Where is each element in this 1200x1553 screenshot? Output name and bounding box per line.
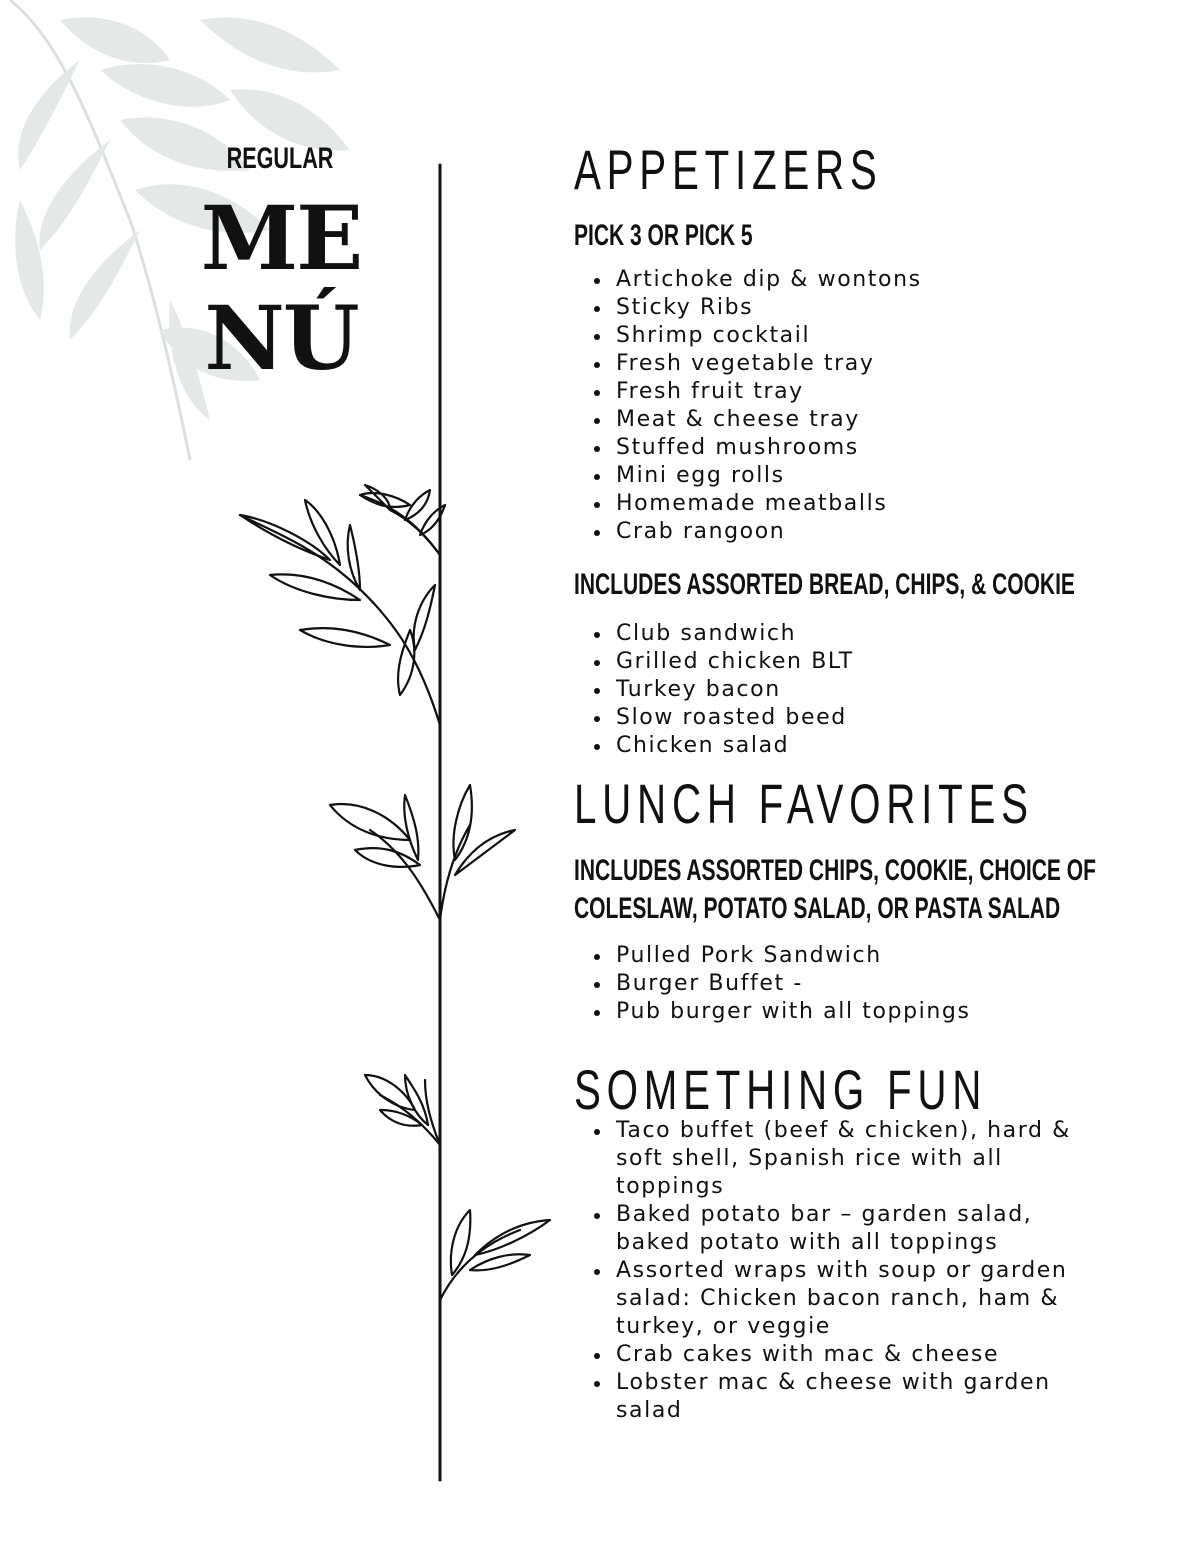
list-item: Lobster mac & cheese with garden salad [590,1369,1110,1425]
list-item: Turkey bacon [590,676,1110,704]
list-item: Shrimp cocktail [590,322,1110,350]
list-item: Taco buffet (beef & chicken), hard & soft shell, Spanish rice with all toppings [590,1117,1110,1201]
appetizers-list [590,266,1110,546]
list-item: Club sandwich [590,620,1110,648]
list-item: Homemade meatballs [590,490,1110,518]
list-item: Baked potato bar – garden salad, baked potato with all toppings [590,1201,1110,1257]
list-item: Crab rangoon [590,518,1110,546]
list-item: Stuffed mushrooms [590,434,1110,462]
list-item: Fresh fruit tray [590,378,1110,406]
list-item: Meat & cheese tray [590,406,1110,434]
list-item: Slow roasted beed [590,704,1110,732]
list-item: Crab cakes with mac & cheese [590,1341,1110,1369]
something-fun-heading: SOMETHING FUN [574,1058,988,1121]
list-item: Fresh vegetable tray [590,350,1110,378]
lunch-favorites-list [590,942,1110,1026]
list-item: Artichoke dip & wontons [590,266,1110,294]
sandwiches-list [590,620,1110,760]
list-item: Mini egg rolls [590,462,1110,490]
list-item: Sticky Ribs [590,294,1110,322]
list-item: Assorted wraps with soup or garden salad: Chicken bacon ranch, ham & turkey, or veggie [590,1257,1110,1341]
lunch-favorites-subheading-line2: COLESLAW, POTATO SALAD, OR PASTA SALAD [574,892,1061,925]
menu-title-line1: ME [200,186,362,290]
menu-subtitle-regular: REGULAR [226,142,334,175]
something-fun-list [590,1117,1110,1425]
lunch-favorites-subheading-line1: INCLUDES ASSORTED CHIPS, COOKIE, CHOICE OF [574,854,1096,887]
list-item: Pulled Pork Sandwich [590,942,1110,970]
menu-title-line2: NÚ [204,286,358,390]
appetizers-heading: APPETIZERS [574,138,883,201]
appetizers-subheading: PICK 3 OR PICK 5 [574,219,753,252]
sandwiches-subheading: INCLUDES ASSORTED BREAD, CHIPS, & COOKIE [574,568,1075,601]
list-item: Pub burger with all toppings [590,998,1110,1026]
list-item: Chicken salad [590,732,1110,760]
menu-title [186,188,376,388]
lunch-favorites-heading: LUNCH FAVORITES [574,772,1034,835]
list-item: Grilled chicken BLT [590,648,1110,676]
list-item: Burger Buffet - [590,970,1110,998]
